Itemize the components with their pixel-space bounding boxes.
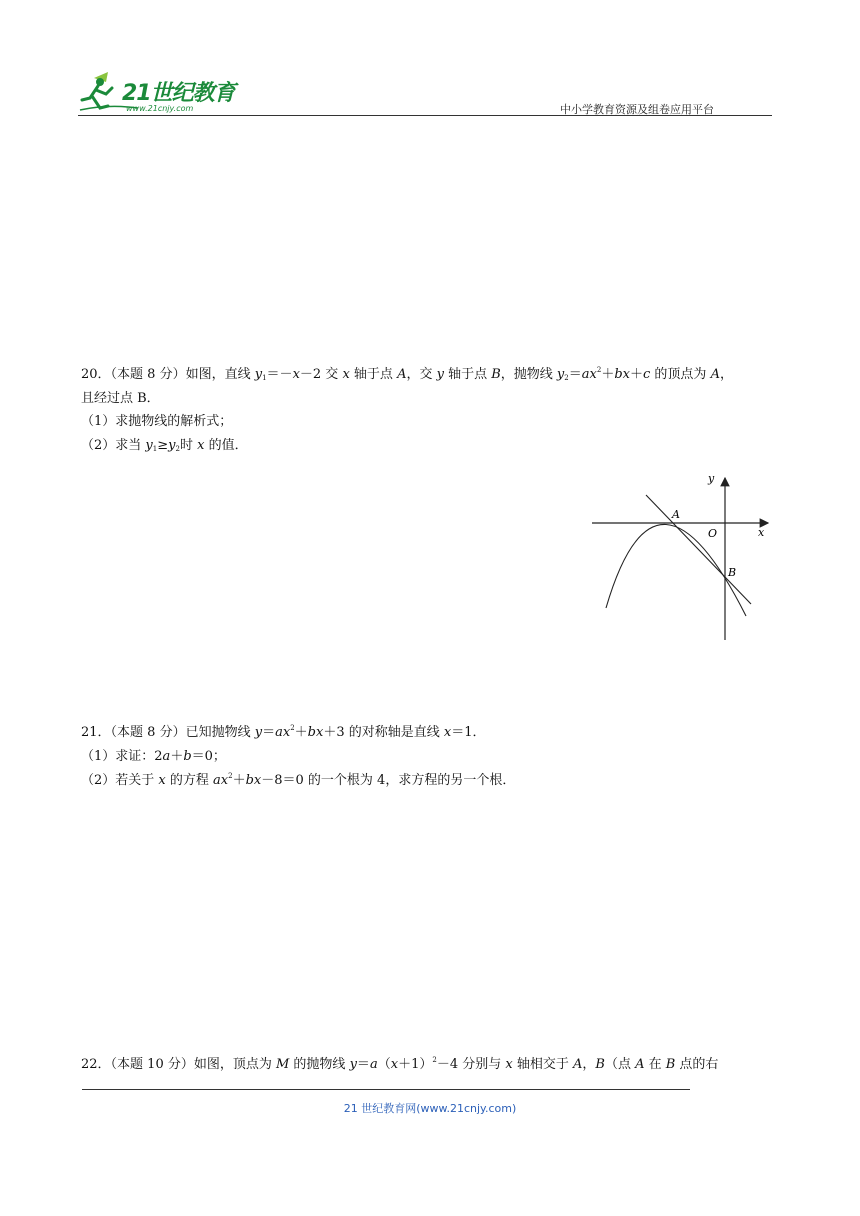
label-A: A <box>672 508 680 521</box>
label-y: y <box>708 472 715 485</box>
logo-url: www.21cnjy.com <box>126 104 194 113</box>
header-rule <box>78 115 772 116</box>
label-B: B <box>728 566 737 579</box>
q21-part1: （1）求证：2a＋b＝0； <box>81 749 226 764</box>
q22-line1: 22．（本题 10 分）如图，顶点为 M 的抛物线 $y=a(x+1)^2-4$ 分别与 x 轴相交于 A，B（点 A 在 B 点的右 <box>81 1056 719 1072</box>
q21-part2: （2）若关于 x 的方程 $ax^2+bx-8=0$ 的一个根为 4，求方程的另一个根． <box>81 772 516 788</box>
footer-link[interactable]: 21 世纪教育网(www.21cnjy.com) <box>343 1102 517 1115</box>
parabola-figure <box>586 468 776 644</box>
line-y1 <box>646 495 751 604</box>
footer-rule <box>82 1089 690 1090</box>
logo-text: 21世纪教育 <box>122 81 235 106</box>
q21-line1: 21．（本题 8 分）已知抛物线 $y=ax^2+bx+3$ 的对称轴是直线 x＝1． <box>81 724 486 740</box>
header-platform-text: 中小学教育资源及组卷应用平台 <box>560 103 714 116</box>
q20-part1: （1）求抛物线的解析式； <box>81 414 233 429</box>
label-x: x <box>758 526 765 539</box>
q20-line1: 20．（本题 8 分）如图，直线 $y_1=-x-2$ 交 x 轴于点 A，交 y 轴于点 B，抛物线 $y_2=ax^2+bx+c$ 的顶点为 A， <box>81 366 733 382</box>
q20-part2: （2）求当 $y_1\ge y_2$时 x 的值． <box>81 438 248 453</box>
label-O: O <box>708 527 718 540</box>
q20-line2: 且经过点 B． <box>81 391 160 406</box>
